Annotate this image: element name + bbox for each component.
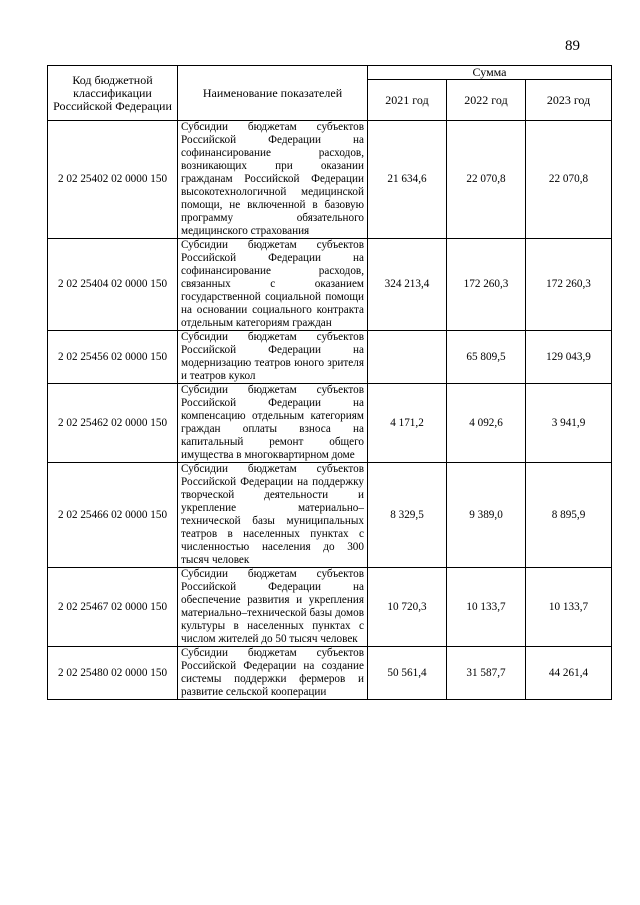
header-code: Код бюджетной классификации Российской Федерации [48,66,178,121]
row-code: 2 02 25456 02 0000 150 [48,331,178,384]
row-value-2022: 4 092,6 [447,384,526,463]
row-value-2023: 22 070,8 [526,121,612,239]
table-header-row [48,66,612,80]
table-row [48,239,612,331]
row-name: Субсидии бюджетам субъектов Российской Федерации на софинансирование расходов, связанных с оказанием государственной социальной помощи на основании социального контракта отдельным категориям граждан [178,239,368,331]
row-value-2022: 9 389,0 [447,463,526,568]
header-year-2022: 2022 год [447,80,526,121]
row-value-2021: 50 561,4 [368,647,447,700]
row-code: 2 02 25480 02 0000 150 [48,647,178,700]
row-value-2021: 8 329,5 [368,463,447,568]
table-row [48,647,612,700]
table-row [48,568,612,647]
row-code: 2 02 25404 02 0000 150 [48,239,178,331]
row-name: Субсидии бюджетам субъектов Российской Федерации на создание системы поддержки фермеров и развитие сельской кооперации [178,647,368,700]
row-code: 2 02 25402 02 0000 150 [48,121,178,239]
row-value-2023: 3 941,9 [526,384,612,463]
header-name: Наименование показателей [178,66,368,121]
row-value-2023: 8 895,9 [526,463,612,568]
row-value-2021: 10 720,3 [368,568,447,647]
row-name: Субсидии бюджетам субъектов Российской Федерации на поддержку творческой деятельности и укрепление материально–технической базы муниципальных театров в населенных пунктах с численностью населения до 300 тысяч человек [178,463,368,568]
row-name: Субсидии бюджетам субъектов Российской Федерации на модернизацию театров юного зрителя и театров кукол [178,331,368,384]
header-year-2023: 2023 год [526,80,612,121]
header-sum: Сумма [368,66,612,80]
row-value-2022: 22 070,8 [447,121,526,239]
row-value-2021: 4 171,2 [368,384,447,463]
row-value-2021: 21 634,6 [368,121,447,239]
budget-table [47,65,612,700]
row-name: Субсидии бюджетам субъектов Российской Федерации на софинансирование расходов, возникающих при оказании гражданам Российской Федерации высокотехнологичной медицинской помощи, не включенной в базовую программу обязательного медицинского страхования [178,121,368,239]
table-row [48,331,612,384]
row-value-2022: 31 587,7 [447,647,526,700]
table-row [48,121,612,239]
row-value-2022: 172 260,3 [447,239,526,331]
row-value-2023: 172 260,3 [526,239,612,331]
row-value-2023: 44 261,4 [526,647,612,700]
row-name: Субсидии бюджетам субъектов Российской Федерации на обеспечение развития и укрепления материально–технической базы домов культуры в населенных пунктах с числом жителей до 50 тысяч человек [178,568,368,647]
row-value-2023: 10 133,7 [526,568,612,647]
row-value-2022: 10 133,7 [447,568,526,647]
row-code: 2 02 25467 02 0000 150 [48,568,178,647]
header-year-2021: 2021 год [368,80,447,121]
row-value-2023: 129 043,9 [526,331,612,384]
table-row [48,384,612,463]
row-value-2022: 65 809,5 [447,331,526,384]
page-number: 89 [565,38,580,54]
row-value-2021 [368,331,447,384]
row-name: Субсидии бюджетам субъектов Российской Федерации на компенсацию отдельным категориям граждан оплаты взноса на капитальный ремонт общего имущества в многоквартирном доме [178,384,368,463]
table-row [48,463,612,568]
row-code: 2 02 25466 02 0000 150 [48,463,178,568]
row-code: 2 02 25462 02 0000 150 [48,384,178,463]
row-value-2021: 324 213,4 [368,239,447,331]
